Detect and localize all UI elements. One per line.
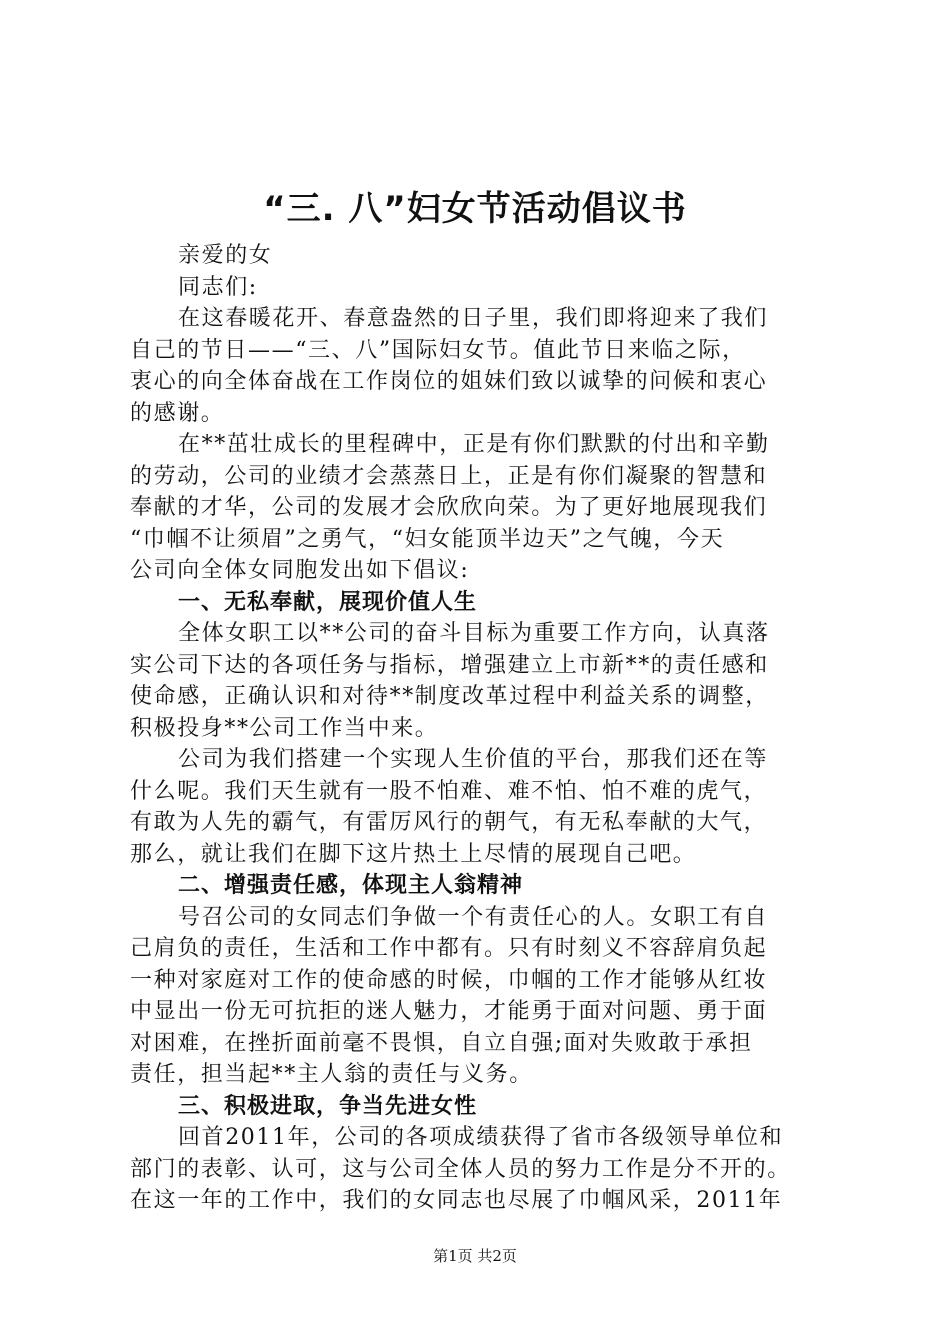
section-heading: 二、增强责任感，体现主人翁精神: [178, 873, 524, 898]
text-line: 部门的表彰、认可，这与公司全体人员的努力工作是分不开的。: [130, 1156, 791, 1182]
section-heading: 一、无私奉献，展现价值人生: [178, 589, 478, 615]
text-line: 一种对家庭对工作的使命感的时候，巾帼的工作才能够从红妆: [130, 967, 768, 993]
section-heading: 三、积极进取，争当先进女性: [178, 1093, 478, 1119]
text-line: 中显出一份无可抗拒的迷人魅力，才能勇于面对问题、勇于面: [130, 999, 768, 1024]
text-line: 使命感，正确认识和对待**制度改革过程中利益关系的调整，: [130, 684, 769, 709]
text-line: 在**茁壮成长的里程碑中，正是有你们默默的付出和辛勤: [178, 432, 770, 457]
text-line: 自己的节日——“三、八”国际妇女节。值此节日来临之际，: [130, 337, 746, 363]
text-line: 责任，担当起**主人翁的责任与义务。: [130, 1062, 533, 1087]
text-line: 奉献的才华，公司的发展才会欣欣向荣。为了更好地展现我们: [130, 495, 768, 520]
text-line: 同志们:: [178, 274, 258, 300]
text-line: 在这一年的工作中，我们的女同志也尽展了巾帼风采，2011年: [130, 1188, 783, 1213]
text-line: 的劳动，公司的业绩才会蒸蒸日上，正是有你们凝聚的智慧和: [130, 463, 768, 489]
text-line: 号召公司的女同志们争做一个有责任心的人。女职工有自: [178, 904, 769, 930]
text-line: 那么，就让我们在脚下这片热土上尽情的展现自己吧。: [130, 841, 697, 867]
text-line: 公司向全体女同胞发出如下倡议:: [130, 558, 470, 583]
text-line: 有敢为人先的霸气，有雷厉风行的朝气，有无私奉献的大气，: [130, 810, 768, 835]
document-body: [130, 240, 830, 1217]
text-line: 己肩负的责任，生活和工作中都有。只有时刻义不容辞肩负起: [130, 936, 768, 961]
text-line: 亲爱的女: [178, 243, 273, 268]
page-footer: 第1页 共2页: [433, 1247, 517, 1265]
text-line: 实公司下达的各项任务与指标，增强建立上市新**的责任感和: [130, 652, 769, 678]
text-line: 公司为我们搭建一个实现人生价值的平台，那我们还在等: [178, 747, 769, 772]
text-line: 对困难，在挫折面前毫不畏惧，自立自强;面对失败敢于承担: [130, 1030, 753, 1056]
text-line: 什么呢。我们天生就有一股不怕难、难不怕、怕不难的虎气，: [130, 778, 768, 804]
text-line: “巾帼不让须眉”之勇气，“妇女能顶半边天”之气魄，今天: [130, 526, 725, 552]
text-line: 在这春暖花开、春意盎然的日子里，我们即将迎来了我们: [178, 306, 769, 331]
text-line: 积极投身**公司工作当中来。: [130, 715, 439, 741]
document-title: “三. 八”妇女节活动倡议书: [263, 189, 687, 229]
text-line: 衷心的向全体奋战在工作岗位的姐妹们致以诚挚的问候和衷心: [130, 369, 768, 394]
text-line: 的感谢。: [130, 400, 225, 426]
text-line: 全体女职工以**公司的奋斗目标为重要工作方向，认真落: [178, 621, 770, 646]
text-line: 回首2011年，公司的各项成绩获得了省市各级领导单位和: [178, 1125, 784, 1150]
